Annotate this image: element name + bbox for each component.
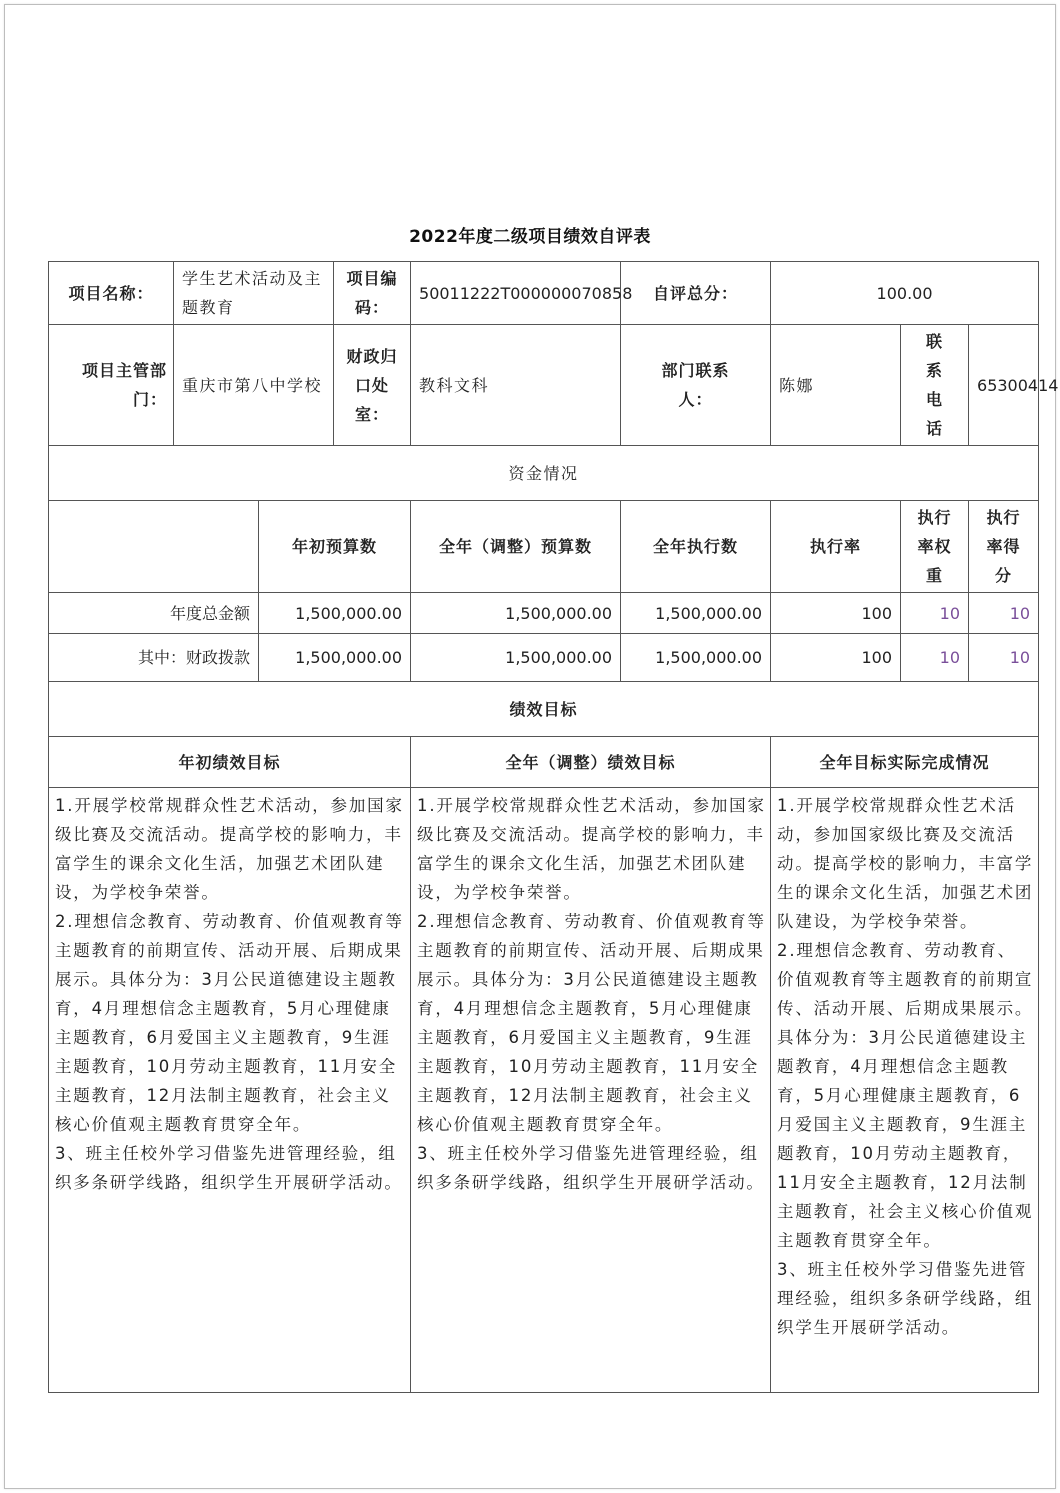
page-title: 2022年度二级项目绩效自评表: [409, 227, 651, 247]
funds-header-rate-weight: 执行率权重: [901, 501, 969, 593]
funds-row-label: 年度总金额: [49, 593, 259, 634]
project-name-label: 项目名称：: [49, 262, 174, 325]
project-code-label: 项目编码：: [334, 262, 411, 325]
goal-paragraph: 1.开展学校常规群众性艺术活动，参加国家级比赛及交流活动。提高学校的影响力，丰富学生的课余文化生活，加强艺术团队建设，为学校争荣誉。: [417, 796, 766, 902]
goals-adjusted-cell: [411, 788, 771, 1393]
funds-row-label: 其中：财政拨款: [49, 634, 259, 682]
goal-paragraph: 2.理想信念教育、劳动教育、价值观教育等主题教育的前期宣传、活动开展、后期成果展示。具体分为：3月公民道德建设主题教育，4月理想信念主题教育，5月心理健康主题教育，6月爱国主义主题教育，9生涯主题教育，10月劳动主题教育，11月安全主题教育，12月法制主题教育，社会主义核心价值观主题教育贯穿全年。: [417, 912, 766, 1134]
score-value: 100.00: [771, 262, 1039, 325]
funds-row-fiscal: [49, 634, 1039, 682]
finance-value: 教科文科: [411, 325, 621, 446]
funds-cell-adjusted: 1,500,000.00: [411, 634, 621, 682]
project-name-value: 学生艺术活动及主题教育: [174, 262, 334, 325]
goals-header-actual: 全年目标实际完成情况: [771, 737, 1039, 788]
phone-label: 联系电话: [901, 325, 969, 446]
funds-header-exec-rate: 执行率: [771, 501, 901, 593]
funds-header-row: [49, 501, 1039, 593]
goals-actual-cell: [771, 788, 1039, 1393]
goal-paragraph: 1.开展学校常规群众性艺术活动，参加国家级比赛及交流活动。提高学校的影响力，丰富学生的课余文化生活，加强艺术团队建设，为学校争荣誉。: [55, 796, 404, 902]
funds-cell-weight: 10: [901, 634, 969, 682]
goal-paragraph: 3、班主任校外学习借鉴先进管理经验，组织多条研学线路，组织学生开展研学活动。: [55, 1144, 403, 1192]
goal-paragraph: 3、班主任校外学习借鉴先进管理经验，组织多条研学线路，组织学生开展研学活动。: [777, 1260, 1034, 1337]
funds-header-initial-budget: 年初预算数: [259, 501, 411, 593]
funds-cell-executed: 1,500,000.00: [621, 634, 771, 682]
info-row-department: [49, 325, 1039, 446]
funds-cell-adjusted: 1,500,000.00: [411, 593, 621, 634]
goal-paragraph: 3、班主任校外学习借鉴先进管理经验，组织多条研学线路，组织学生开展研学活动。: [417, 1144, 765, 1192]
evaluation-form-table: [48, 261, 1059, 1393]
finance-label: 财政归口处室：: [334, 325, 411, 446]
funds-cell-initial: 1,500,000.00: [259, 634, 411, 682]
dept-value: 重庆市第八中学校: [174, 325, 334, 446]
goals-section-row: [49, 682, 1039, 737]
funds-cell-rate: 100: [771, 634, 901, 682]
funds-cell-score: 10: [969, 593, 1039, 634]
goals-section-title: 绩效目标: [49, 682, 1039, 737]
contact-value: 陈娜: [771, 325, 901, 446]
score-label: 自评总分：: [621, 262, 771, 325]
dept-label: 项目主管部门：: [49, 325, 174, 446]
goal-paragraph: 2.理想信念教育、劳动教育、价值观教育等主题教育的前期宣传、活动开展、后期成果展示。具体分为：3月公民道德建设主题教育，4月理想信念主题教育，5月心理健康主题教育，6月爱国主义主题教育，9生涯主题教育，10月劳动主题教育，11月安全主题教育，12月法制主题教育，社会主义核心价值观主题教育贯穿全年。: [777, 941, 1034, 1250]
project-code-value: 50011222T000000070858: [411, 262, 621, 325]
goal-paragraph: 2.理想信念教育、劳动教育、价值观教育等主题教育的前期宣传、活动开展、后期成果展示。具体分为：3月公民道德建设主题教育，4月理想信念主题教育，5月心理健康主题教育，6月爱国主义主题教育，9生涯主题教育，10月劳动主题教育，11月安全主题教育，12月法制主题教育，社会主义核心价值观主题教育贯穿全年。: [55, 912, 404, 1134]
funds-section-row: [49, 446, 1039, 501]
funds-row-total: [49, 593, 1039, 634]
funds-cell-weight: 10: [901, 593, 969, 634]
funds-cell-rate: 100: [771, 593, 901, 634]
funds-cell-score: 10: [969, 634, 1039, 682]
goal-paragraph: 1.开展学校常规群众性艺术活动，参加国家级比赛及交流活动。提高学校的影响力，丰富学生的课余文化生活，加强艺术团队建设，为学校争荣誉。: [777, 796, 1034, 931]
contact-label: 部门联系人：: [621, 325, 771, 446]
goals-initial-cell: [49, 788, 411, 1393]
goals-header-row: [49, 737, 1039, 788]
funds-header-rate-score: 执行率得分: [969, 501, 1039, 593]
funds-section-title: 资金情况: [49, 446, 1039, 501]
funds-header-blank: [49, 501, 259, 593]
funds-header-executed: 全年执行数: [621, 501, 771, 593]
goals-header-initial: 年初绩效目标: [49, 737, 411, 788]
funds-cell-initial: 1,500,000.00: [259, 593, 411, 634]
funds-header-adjusted-budget: 全年（调整）预算数: [411, 501, 621, 593]
info-row-project: [49, 262, 1039, 325]
goals-header-adjusted: 全年（调整）绩效目标: [411, 737, 771, 788]
goals-content-row: [49, 788, 1039, 1393]
funds-cell-executed: 1,500,000.00: [621, 593, 771, 634]
phone-value: 65300414: [969, 325, 1039, 446]
